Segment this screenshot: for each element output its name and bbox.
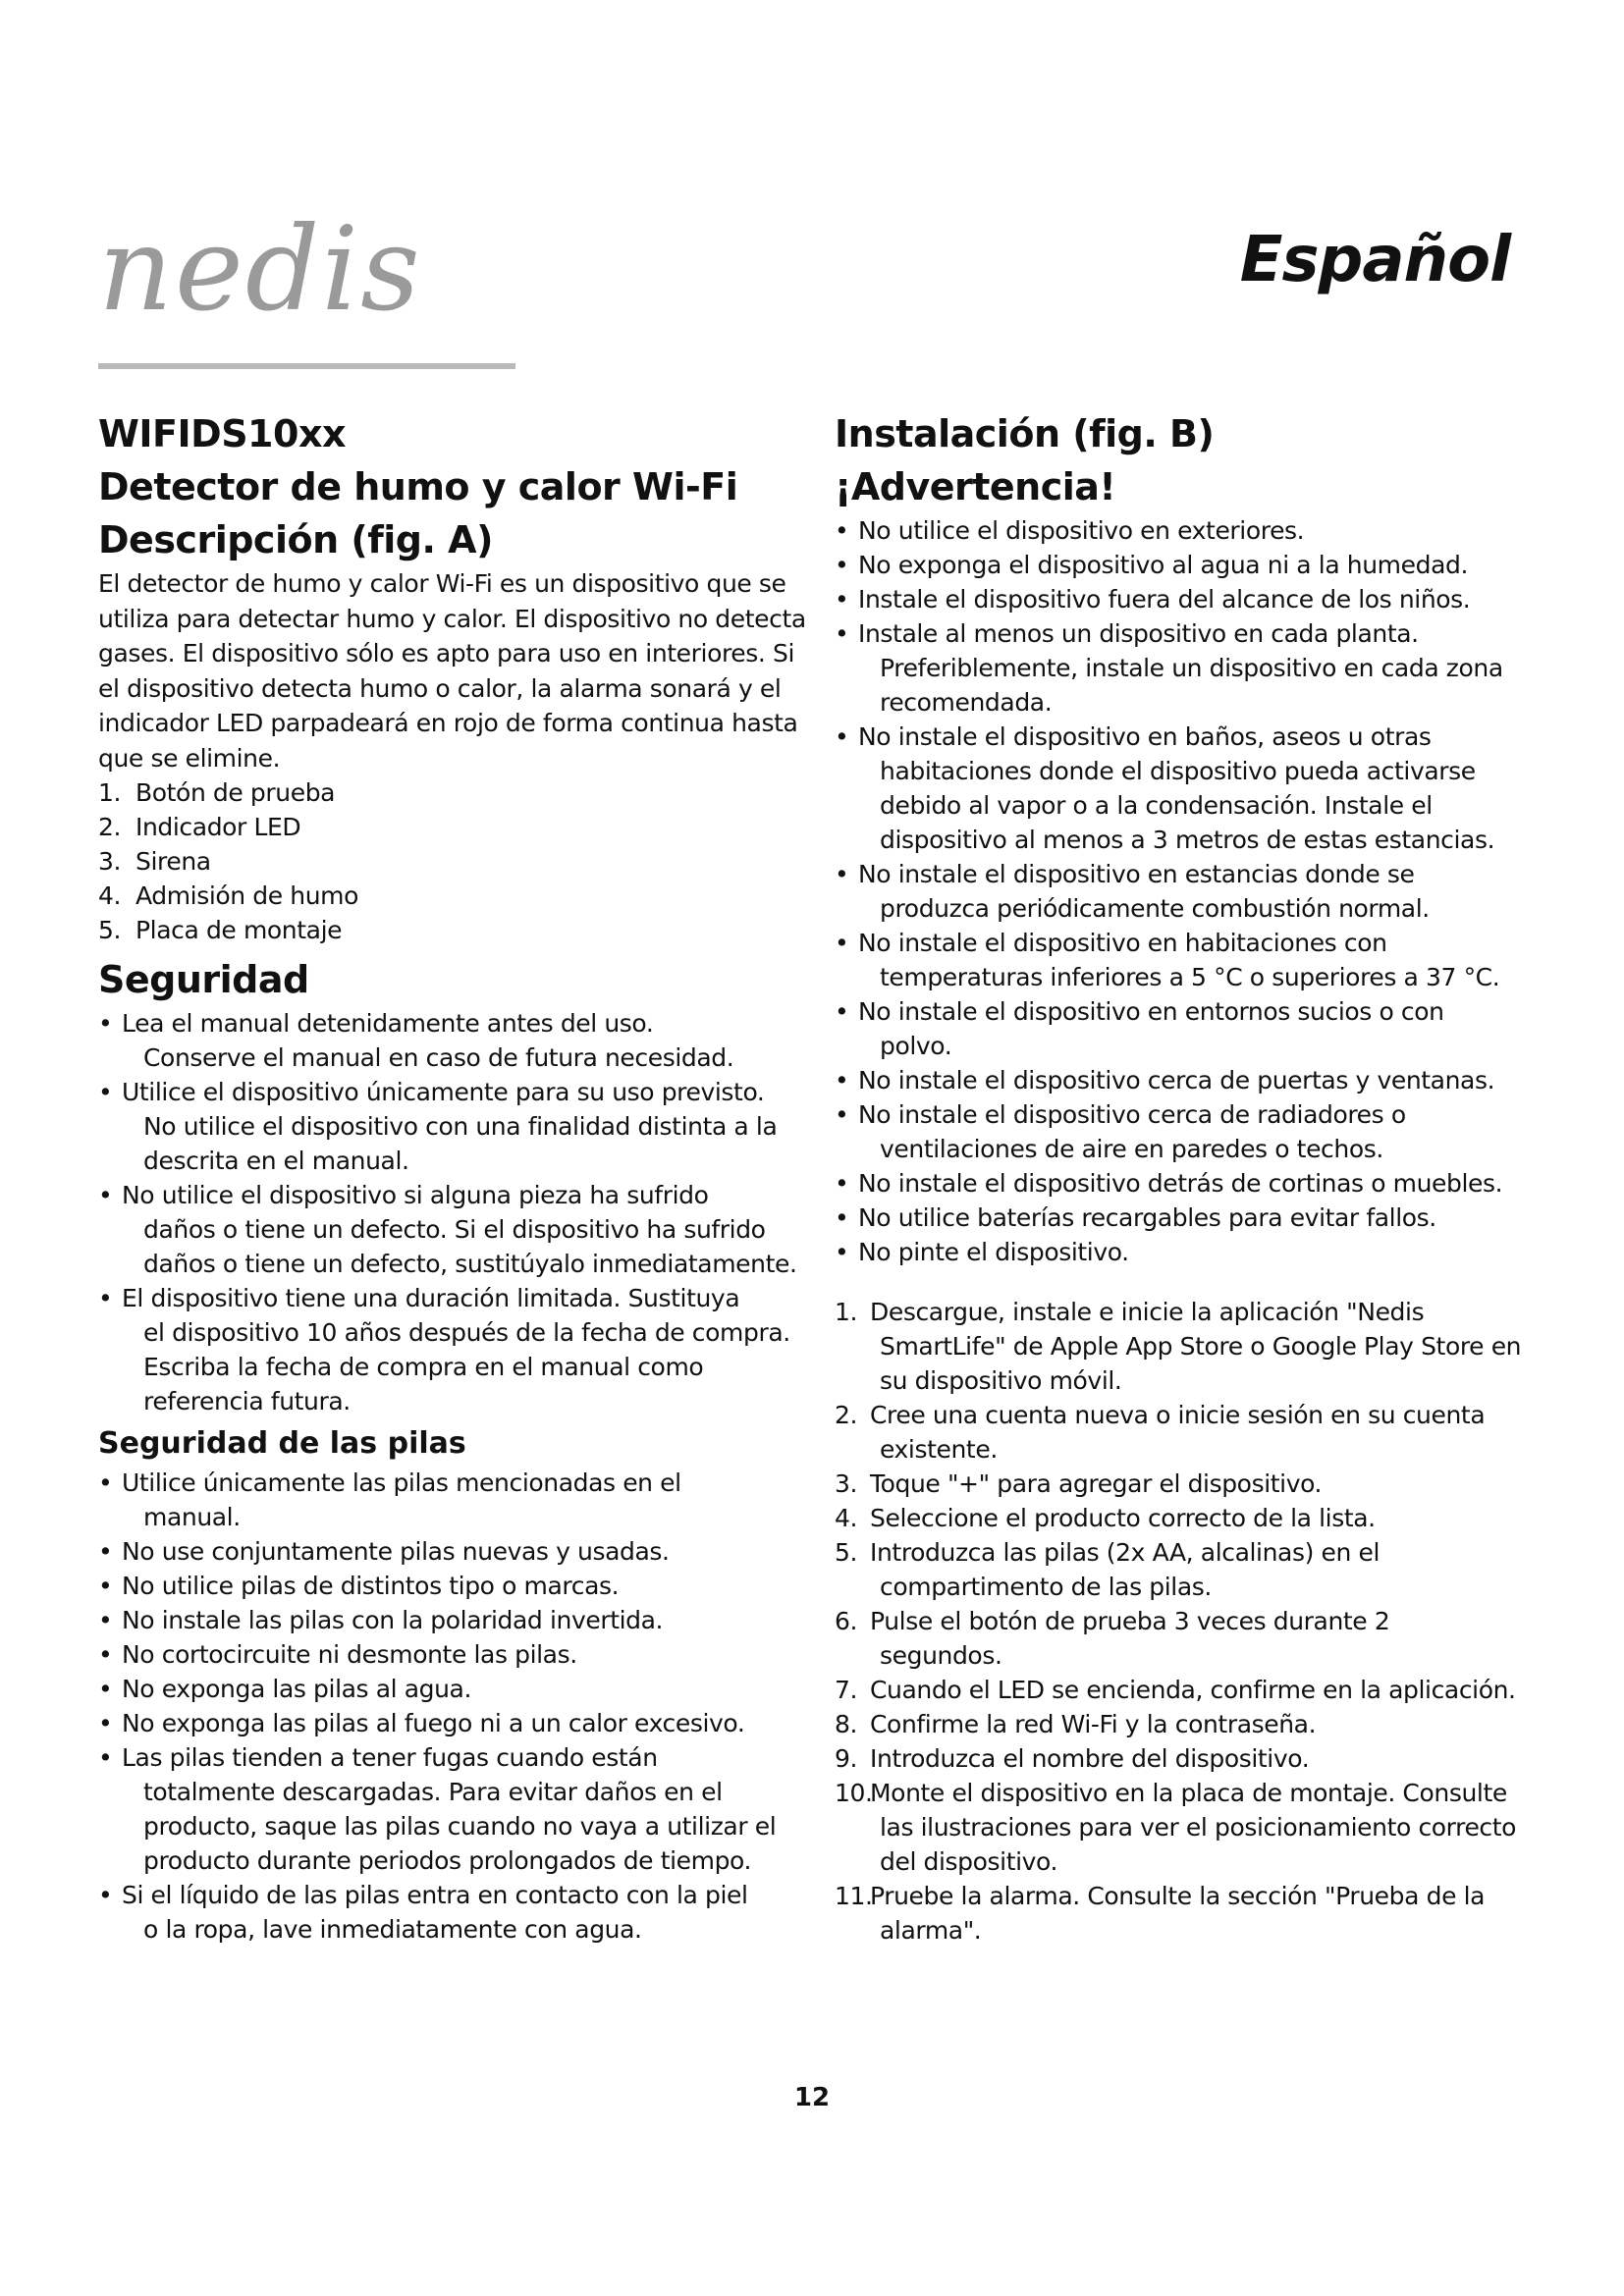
step-number: 11.	[835, 1882, 873, 1910]
step-item	[835, 1467, 1542, 1501]
step-item	[835, 1501, 1542, 1535]
step-number: 4.	[835, 1504, 858, 1532]
bullet-icon: •	[835, 1169, 849, 1198]
bullet-icon: •	[98, 1881, 113, 1909]
step-text: Toque "+" para agregar el dispositivo.	[870, 1469, 1323, 1498]
bullet-item	[98, 1740, 815, 1878]
bullet-item	[835, 1201, 1542, 1235]
bullet-icon: •	[835, 516, 849, 545]
step-text: Cree una cuenta nueva o inicie sesión en su cuenta	[870, 1401, 1486, 1429]
step-text-continued: SmartLife" de Apple App Store o Google Play Store en su dispositivo móvil.	[880, 1332, 1522, 1395]
part-label: Admisión de humo	[135, 881, 359, 910]
bullet-text-continued: daños o tiene un defecto. Si el dispositivo ha sufrido daños o tiene un defecto, sustitúyalo inmediatamente.	[143, 1215, 797, 1278]
description-text: El detector de humo y calor Wi-Fi es un dispositivo que se utiliza para detectar humo y calor. El dispositivo no detecta gases. El dispositivo sólo es apto para uso en interiores. Si el dispositivo detecta humo o calor, la alarma sonará y el indicador LED parpadeará en rojo de forma continua hasta que se elimine.	[98, 569, 806, 773]
bullet-item	[835, 1063, 1542, 1097]
step-number: 8.	[835, 1710, 858, 1738]
description-heading: Descripción (fig. A)	[98, 518, 493, 561]
bullet-icon: •	[98, 1572, 113, 1600]
step-text-continued: compartimento de las pilas.	[880, 1573, 1212, 1601]
bullet-text-continued: temperaturas inferiores a 5 °C o superiores a 37 °C.	[880, 963, 1500, 991]
bullet-text-continued: totalmente descargadas. Para evitar daños en el producto, saque las pilas cuando no vaya a utilizar el producto durante periodos prolongados de tiempo.	[143, 1778, 777, 1875]
installation-heading: Instalación (fig. B)	[835, 412, 1215, 455]
bullet-icon: •	[835, 722, 849, 751]
bullet-text: No cortocircuite ni desmonte las pilas.	[122, 1640, 577, 1669]
step-text: Pulse el botón de prueba 3 veces durante 2	[870, 1607, 1390, 1635]
step-text: Introduzca el nombre del dispositivo.	[870, 1744, 1310, 1773]
bullet-text: No exponga el dispositivo al agua ni a la humedad.	[858, 551, 1469, 579]
brand-logo	[98, 211, 520, 373]
step-item	[835, 1604, 1542, 1673]
bullet-text: No instale el dispositivo cerca de radiadores o	[858, 1100, 1406, 1129]
bullet-item	[98, 1178, 815, 1281]
safety-list	[98, 1006, 815, 1418]
bullet-item	[835, 582, 1542, 616]
bullet-icon: •	[835, 1203, 849, 1232]
bullet-text: No utilice pilas de distintos tipo o marcas.	[122, 1572, 620, 1600]
left-column	[98, 407, 815, 1947]
bullet-item	[98, 1466, 815, 1534]
part-number: 1.	[98, 778, 122, 807]
battery-safety-heading: Seguridad de las pilas	[98, 1426, 466, 1461]
right-column	[835, 407, 1542, 1948]
bullet-item	[98, 1569, 815, 1603]
bullet-item	[98, 1075, 815, 1178]
bullet-item	[98, 1878, 815, 1947]
step-item	[835, 1707, 1542, 1741]
battery-safety-list	[98, 1466, 815, 1947]
safety-heading: Seguridad	[98, 958, 309, 1001]
bullet-icon: •	[98, 1468, 113, 1497]
model-heading: WIFIDS10xx	[98, 412, 346, 455]
bullet-text: El dispositivo tiene una duración limitada. Sustituya	[122, 1284, 740, 1312]
part-item	[98, 810, 815, 844]
bullet-item	[835, 926, 1542, 994]
step-item	[835, 1741, 1542, 1776]
part-item	[98, 913, 815, 947]
bullet-icon: •	[98, 1709, 113, 1737]
bullet-text: Instale el dispositivo fuera del alcance de los niños.	[858, 585, 1471, 614]
bullet-text: No use conjuntamente pilas nuevas y usadas.	[122, 1537, 670, 1566]
part-item	[98, 879, 815, 913]
bullet-item	[98, 1672, 815, 1706]
bullet-item	[98, 1637, 815, 1672]
bullet-text: No instale el dispositivo cerca de puertas y ventanas.	[858, 1066, 1495, 1095]
bullet-text: No utilice el dispositivo en exteriores.	[858, 516, 1305, 545]
bullet-item	[835, 720, 1542, 857]
step-item	[835, 1879, 1542, 1948]
part-label: Placa de montaje	[135, 916, 343, 944]
bullet-text-continued: No utilice el dispositivo con una finalidad distinta a la descrita en el manual.	[143, 1112, 778, 1175]
part-label: Botón de prueba	[135, 778, 336, 807]
part-item	[98, 775, 815, 810]
step-item	[835, 1673, 1542, 1707]
step-text: Confirme la red Wi-Fi y la contraseña.	[870, 1710, 1317, 1738]
parts-list	[98, 775, 815, 947]
bullet-icon: •	[835, 929, 849, 957]
bullet-text: No instale el dispositivo en entornos sucios o con	[858, 997, 1444, 1026]
step-number: 9.	[835, 1744, 858, 1773]
step-text: Seleccione el producto correcto de la lista.	[870, 1504, 1376, 1532]
bullet-text-continued: Conserve el manual en caso de futura necesidad.	[143, 1043, 734, 1072]
step-item	[835, 1398, 1542, 1467]
step-text: Cuando el LED se encienda, confirme en la aplicación.	[870, 1676, 1516, 1704]
bullet-icon: •	[98, 1537, 113, 1566]
bullet-icon: •	[98, 1009, 113, 1038]
bullet-text: No pinte el dispositivo.	[858, 1238, 1129, 1266]
language-title: Español	[1239, 224, 1510, 296]
bullet-item	[98, 1603, 815, 1637]
bullet-item	[835, 1235, 1542, 1269]
step-number: 5.	[835, 1538, 858, 1567]
step-number: 3.	[835, 1469, 858, 1498]
bullet-text: Utilice el dispositivo únicamente para su uso previsto.	[122, 1078, 765, 1106]
bullet-icon: •	[835, 1238, 849, 1266]
step-number: 2.	[835, 1401, 858, 1429]
bullet-icon: •	[835, 1066, 849, 1095]
part-number: 4.	[98, 881, 122, 910]
bullet-text-continued: polvo.	[880, 1032, 952, 1060]
bullet-text: Si el líquido de las pilas entra en contacto con la piel	[122, 1881, 748, 1909]
bullet-icon: •	[98, 1675, 113, 1703]
part-number: 2.	[98, 813, 122, 841]
bullet-icon: •	[835, 551, 849, 579]
bullet-item	[835, 1097, 1542, 1166]
bullet-icon: •	[835, 585, 849, 614]
bullet-icon: •	[98, 1181, 113, 1209]
installation-steps-list	[835, 1295, 1542, 1948]
product-title: Detector de humo y calor Wi-Fi	[98, 465, 738, 508]
bullet-text-continued: produzca periódicamente combustión normal.	[880, 894, 1430, 923]
bullet-icon: •	[835, 1100, 849, 1129]
bullet-text: No instale el dispositivo en habitaciones con	[858, 929, 1387, 957]
part-number: 3.	[98, 847, 122, 876]
brand-logo-word: nedis	[98, 211, 422, 337]
bullet-text-continued: el dispositivo 10 años después de la fecha de compra. Escriba la fecha de compra en el manual como referencia futura.	[143, 1318, 790, 1415]
step-text: Pruebe la alarma. Consulte la sección "Prueba de la	[870, 1882, 1486, 1910]
bullet-text-continued: Preferiblemente, instale un dispositivo en cada zona recomendada.	[880, 654, 1503, 717]
part-label: Indicador LED	[135, 813, 301, 841]
step-text-continued: segundos.	[880, 1641, 1002, 1670]
bullet-icon: •	[98, 1640, 113, 1669]
bullet-item	[835, 994, 1542, 1063]
bullet-text-continued: habitaciones donde el dispositivo pueda activarse debido al vapor o a la condensación. Instale el dispositivo al menos a 3 metros de estas estancias.	[880, 757, 1495, 854]
step-text-continued: existente.	[880, 1435, 998, 1464]
bullet-text: Utilice únicamente las pilas mencionadas en el	[122, 1468, 681, 1497]
warning-list	[835, 513, 1542, 1269]
bullet-text: Las pilas tienden a tener fugas cuando están	[122, 1743, 658, 1772]
step-number: 7.	[835, 1676, 858, 1704]
bullet-item	[98, 1281, 815, 1418]
bullet-item	[98, 1534, 815, 1569]
step-number: 6.	[835, 1607, 858, 1635]
bullet-item	[835, 1166, 1542, 1201]
bullet-icon: •	[835, 860, 849, 888]
step-item	[835, 1295, 1542, 1398]
bullet-text-continued: o la ropa, lave inmediatamente con agua.	[143, 1915, 642, 1944]
bullet-icon: •	[835, 619, 849, 648]
bullet-text: No utilice baterías recargables para evitar fallos.	[858, 1203, 1436, 1232]
bullet-text-continued: ventilaciones de aire en paredes o techos.	[880, 1135, 1383, 1163]
step-item	[835, 1535, 1542, 1604]
bullet-text: No utilice el dispositivo si alguna pieza ha sufrido	[122, 1181, 709, 1209]
bullet-item	[835, 616, 1542, 720]
step-number: 1.	[835, 1298, 858, 1326]
bullet-text-continued: manual.	[143, 1503, 241, 1531]
bullet-text: No exponga las pilas al fuego ni a un calor excesivo.	[122, 1709, 745, 1737]
step-text-continued: alarma".	[880, 1916, 982, 1945]
bullet-text: Lea el manual detenidamente antes del uso.	[122, 1009, 654, 1038]
bullet-icon: •	[98, 1743, 113, 1772]
step-item	[835, 1776, 1542, 1879]
bullet-item	[835, 548, 1542, 582]
bullet-icon: •	[98, 1078, 113, 1106]
bullet-item	[98, 1706, 815, 1740]
bullet-icon: •	[98, 1606, 113, 1634]
bullet-item	[835, 513, 1542, 548]
bullet-text: No instale el dispositivo en estancias donde se	[858, 860, 1415, 888]
bullet-icon: •	[98, 1284, 113, 1312]
warning-heading: ¡Advertencia!	[835, 465, 1116, 508]
bullet-icon: •	[835, 997, 849, 1026]
step-text: Introduzca las pilas (2x AA, alcalinas) en el	[870, 1538, 1380, 1567]
page-number: 12	[793, 2083, 831, 2112]
logo-underline	[98, 363, 515, 369]
part-item	[98, 844, 815, 879]
bullet-item	[98, 1006, 815, 1075]
step-number: 10.	[835, 1779, 873, 1807]
bullet-item	[835, 857, 1542, 926]
bullet-text: No exponga las pilas al agua.	[122, 1675, 472, 1703]
part-number: 5.	[98, 916, 122, 944]
step-text: Descargue, instale e inicie la aplicación "Nedis	[870, 1298, 1425, 1326]
bullet-text: No instale el dispositivo detrás de cortinas o muebles.	[858, 1169, 1503, 1198]
part-label: Sirena	[135, 847, 211, 876]
bullet-text: No instale el dispositivo en baños, aseos u otras	[858, 722, 1432, 751]
bullet-text: No instale las pilas con la polaridad invertida.	[122, 1606, 664, 1634]
step-text-continued: las ilustraciones para ver el posicionamiento correcto del dispositivo.	[880, 1813, 1517, 1876]
step-text: Monte el dispositivo en la placa de montaje. Consulte	[870, 1779, 1507, 1807]
bullet-text: Instale al menos un dispositivo en cada planta.	[858, 619, 1419, 648]
